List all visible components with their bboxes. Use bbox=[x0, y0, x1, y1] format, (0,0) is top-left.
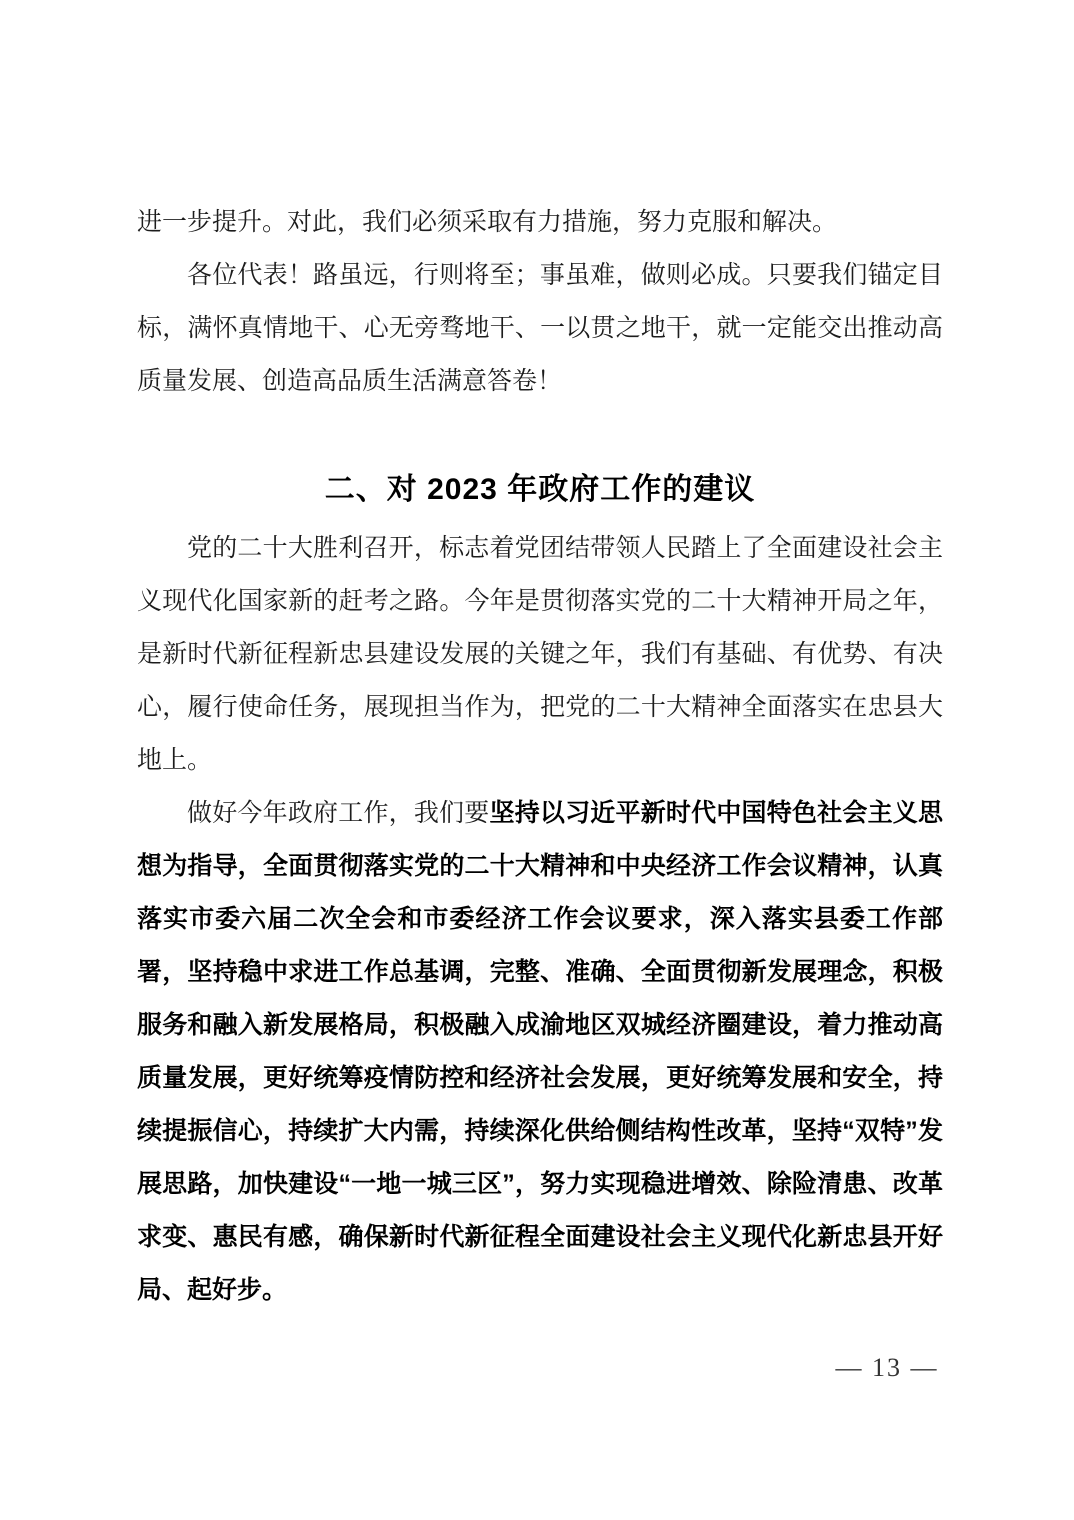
guiding-intro-text: 做好今年政府工作，我们要 bbox=[187, 800, 490, 827]
paragraph-party-congress: 党的二十大胜利召开，标志着党团结带领人民踏上了全面建设社会主义现代化国家新的赶考之路。今年是贯彻落实党的二十大精神开局之年，是新时代新征程新忠县建设发展的关键之年，我们有基础、有优势、有决心，履行使命任务，展现担当作为，把党的二十大精神全面落实在忠县大地上。 bbox=[137, 535, 943, 774]
paragraph-continuation: 进一步提升。对此，我们必须采取有力措施，努力克服和解决。 bbox=[137, 209, 838, 236]
paragraph-address-delegates: 各位代表！路虽远，行则将至；事虽难，做则必成。只要我们锚定目标，满怀真情地干、心无旁骛地干、一以贯之地干，就一定能交出推动高质量发展、创造高品质生活满意答卷！ bbox=[137, 262, 943, 395]
guiding-emphasis-text: 坚持以习近平新时代中国特色社会主义思想为指导，全面贯彻落实党的二十大精神和中央经济工作会议精神，认真落实市委六届二次全会和市委经济工作会议要求，深入落实县委工作部署，坚持稳中求进工作总基调，完整、准确、全面贯彻新发展理念，积极服务和融入新发展格局，积极融入成渝地区双城经济圈建设，着力推动高质量发展，更好统筹疫情防控和经济社会发展，更好统筹发展和安全，持续提振信心，持续扩大内需，持续深化供给侧结构性改革，坚持“双特”发展思路，加快建设“一地一城三区”，努力实现稳进增效、除险清患、改革求变、惠民有感，确保新时代新征程全面建设社会主义现代化新忠县开好局、起好步。 bbox=[137, 799, 943, 1304]
paragraph-guiding-principles bbox=[137, 787, 943, 1317]
page-number: — 13 — bbox=[835, 1353, 939, 1382]
section-heading: 二、对 2023 年政府工作的建议 bbox=[324, 473, 756, 506]
document-body bbox=[137, 196, 943, 1317]
